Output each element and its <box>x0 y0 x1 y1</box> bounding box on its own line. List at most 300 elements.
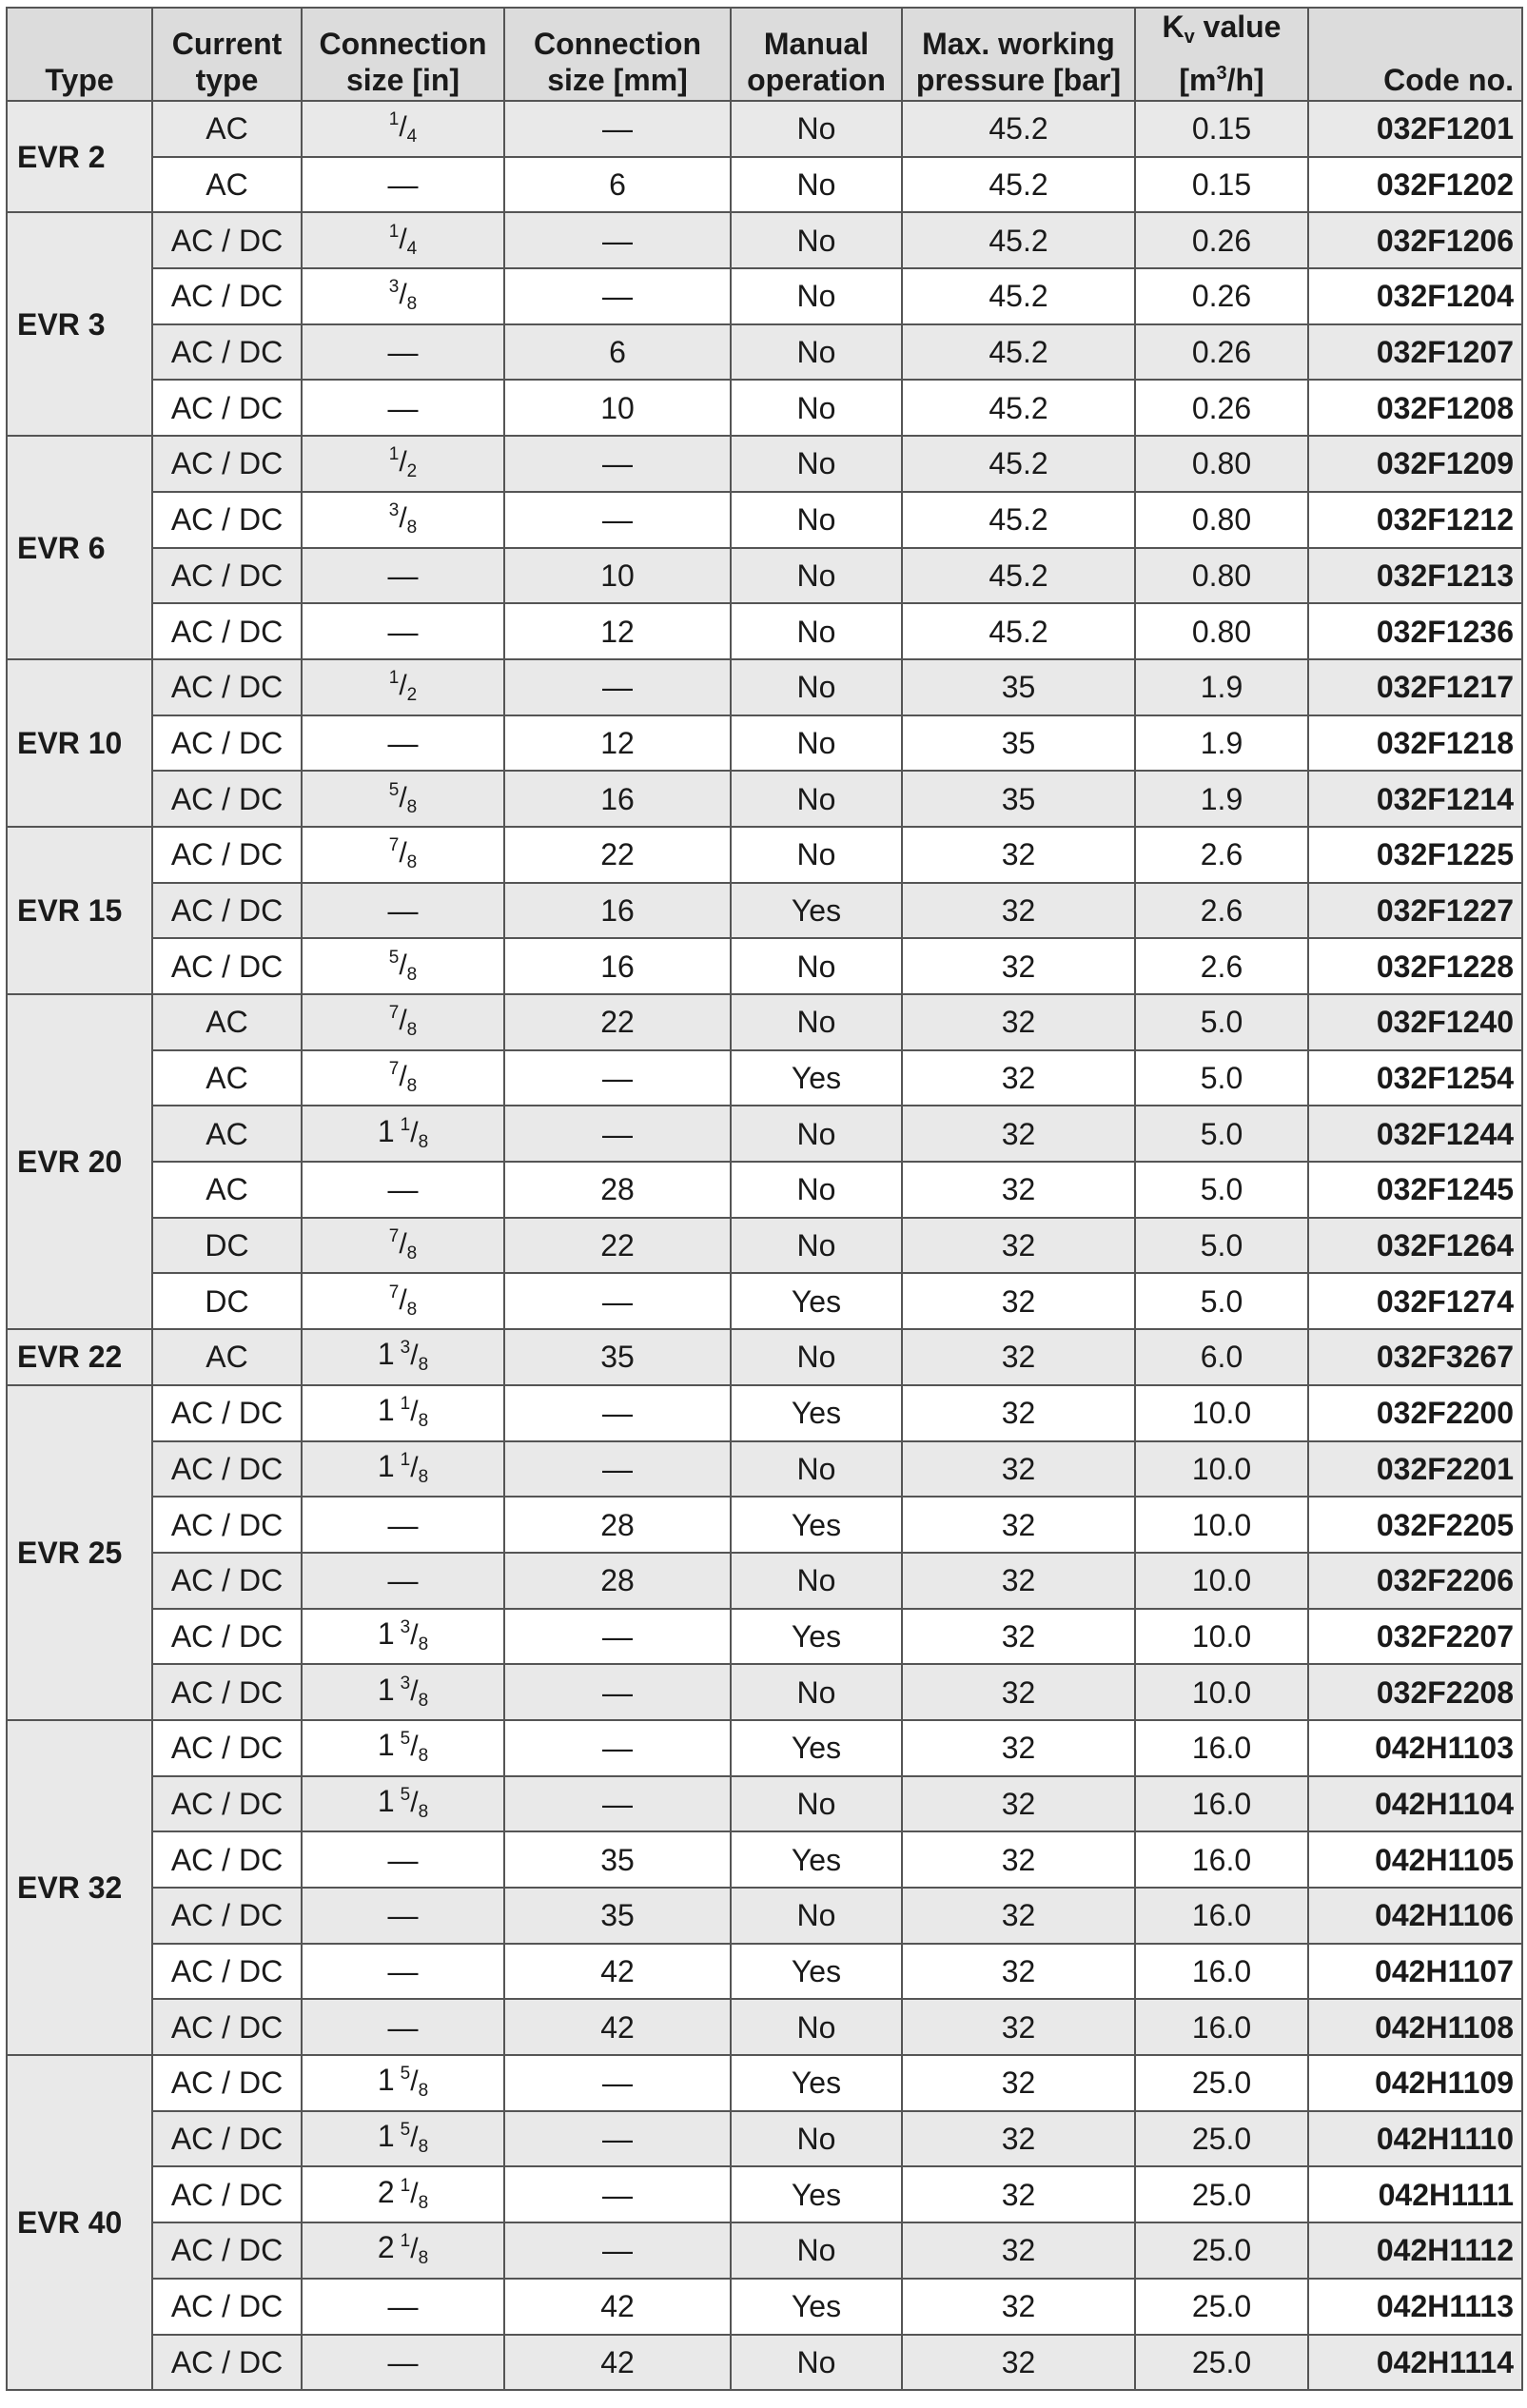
table-row <box>7 1441 1522 1498</box>
fraction-denominator: 8 <box>406 518 418 538</box>
code-no-cell: 032F1212 <box>1308 492 1522 548</box>
current-type-cell: AC / DC <box>152 603 302 659</box>
table-row <box>7 1776 1522 1832</box>
type-cell: EVR 10 <box>7 659 152 827</box>
current-type-cell: AC / DC <box>152 436 302 492</box>
manual-operation-cell: No <box>731 1106 902 1162</box>
manual-operation-cell: No <box>731 1218 902 1274</box>
manual-operation-cell: No <box>731 938 902 994</box>
table-row <box>7 603 1522 659</box>
current-type-cell: AC <box>152 1329 302 1385</box>
connection-size-mm-cell: — <box>504 1385 731 1441</box>
fraction-slash: / <box>399 502 407 535</box>
connection-in-dash: — <box>387 1954 419 1989</box>
fraction-slash: / <box>399 670 407 702</box>
fraction-slash: / <box>399 1061 407 1093</box>
connection-size-mm-cell: — <box>504 659 731 715</box>
code-no-cell: 042H1113 <box>1308 2279 1522 2335</box>
connection-size-mm-cell: — <box>504 1609 731 1665</box>
fraction-whole: 1 <box>377 1448 395 1483</box>
manual-operation-cell: No <box>731 1162 902 1218</box>
connection-size-in-cell <box>302 157 504 213</box>
fraction-slash: / <box>410 2233 419 2265</box>
fraction-numerator: 1 <box>388 444 400 465</box>
fraction-denominator: 8 <box>406 796 418 817</box>
fraction-denominator: 8 <box>406 294 418 315</box>
connection-size-in-cell <box>302 771 504 827</box>
fraction-numerator: 1 <box>400 1449 411 1470</box>
fraction-numerator: 3 <box>400 1673 411 1693</box>
connection-size-in-cell <box>302 2111 504 2167</box>
max-pressure-cell: 32 <box>902 1050 1135 1106</box>
max-pressure-cell: 32 <box>902 1385 1135 1441</box>
connection-size-mm-cell: — <box>504 436 731 492</box>
max-pressure-cell: 32 <box>902 994 1135 1050</box>
connection-size-mm-cell: 6 <box>504 324 731 381</box>
max-pressure-cell: 32 <box>902 883 1135 939</box>
max-pressure-cell: 32 <box>902 1664 1135 1720</box>
fraction-slash: / <box>399 837 407 870</box>
kv-value-cell: 16.0 <box>1135 1776 1308 1832</box>
fraction-numerator: 3 <box>400 1616 411 1637</box>
header-connection-size-mm: Connection size [mm] <box>504 8 731 101</box>
fraction-numerator: 7 <box>388 1059 400 1080</box>
connection-in-dash: — <box>387 2289 419 2324</box>
connection-in-fraction <box>377 1615 429 1654</box>
max-pressure-cell: 32 <box>902 2335 1135 2391</box>
kv-value-cell: 6.0 <box>1135 1329 1308 1385</box>
connection-in-dash: — <box>387 614 419 649</box>
fraction-numerator: 3 <box>388 277 400 298</box>
connection-in-dash: — <box>387 1563 419 1598</box>
code-no-cell: 032F3267 <box>1308 1329 1522 1385</box>
code-no-cell: 032F1227 <box>1308 883 1522 939</box>
fraction-slash: / <box>399 1228 407 1261</box>
current-type-cell: AC / DC <box>152 1609 302 1665</box>
connection-size-in-cell <box>302 1329 504 1385</box>
table-row <box>7 883 1522 939</box>
current-type-cell: AC / DC <box>152 212 302 268</box>
connection-in-fraction <box>388 834 418 873</box>
code-no-cell: 032F2206 <box>1308 1553 1522 1609</box>
fraction-numerator: 5 <box>388 779 400 800</box>
table-row <box>7 1831 1522 1888</box>
manual-operation-cell: No <box>731 2335 902 2391</box>
table-row <box>7 157 1522 213</box>
connection-size-mm-cell: 22 <box>504 827 731 883</box>
kv-unit-prefix: [m <box>1179 63 1217 97</box>
current-type-cell: AC / DC <box>152 2335 302 2391</box>
connection-size-in-cell <box>302 883 504 939</box>
connection-size-in-cell <box>302 1385 504 1441</box>
fraction-numerator: 3 <box>400 1338 411 1359</box>
connection-in-fraction <box>377 1337 429 1376</box>
connection-size-mm-cell: 22 <box>504 994 731 1050</box>
connection-size-in-cell <box>302 659 504 715</box>
table-body <box>7 101 1522 2390</box>
manual-operation-cell: No <box>731 2111 902 2167</box>
current-type-cell: AC / DC <box>152 1944 302 2000</box>
connection-in-fraction <box>377 2063 429 2102</box>
kv-value-cell: 16.0 <box>1135 1888 1308 1944</box>
code-no-cell: 032F1245 <box>1308 1162 1522 1218</box>
connection-size-in-cell <box>302 1162 504 1218</box>
connection-size-mm-cell: 10 <box>504 548 731 604</box>
connection-size-in-cell <box>302 436 504 492</box>
connection-size-mm-cell: 16 <box>504 771 731 827</box>
connection-in-dash: — <box>387 1898 419 1933</box>
connection-size-mm-cell: 35 <box>504 1831 731 1888</box>
kv-value-cell: 0.15 <box>1135 157 1308 213</box>
table-header <box>7 8 1522 101</box>
fraction-numerator: 5 <box>388 947 400 968</box>
kv-unit-superscript: 3 <box>1216 63 1227 84</box>
max-pressure-cell: 32 <box>902 2055 1135 2111</box>
current-type-cell: DC <box>152 1273 302 1329</box>
connection-size-in-cell <box>302 827 504 883</box>
kv-value-cell: 25.0 <box>1135 2166 1308 2222</box>
table-row <box>7 492 1522 548</box>
fraction-slash: / <box>410 1786 419 1818</box>
connection-size-in-cell <box>302 1776 504 1832</box>
type-cell: EVR 3 <box>7 212 152 436</box>
fraction-denominator: 2 <box>406 685 418 706</box>
max-pressure-cell: 32 <box>902 1218 1135 1274</box>
fraction-denominator: 2 <box>406 461 418 482</box>
current-type-cell: AC / DC <box>152 1664 302 1720</box>
kv-value-cell: 0.26 <box>1135 380 1308 436</box>
type-cell: EVR 20 <box>7 994 152 1329</box>
max-pressure-cell: 32 <box>902 1162 1135 1218</box>
table-row <box>7 324 1522 381</box>
fraction-whole: 1 <box>377 1615 395 1651</box>
manual-operation-cell: No <box>731 157 902 213</box>
connection-size-in-cell <box>302 548 504 604</box>
table-row <box>7 659 1522 715</box>
connection-in-dash: — <box>387 167 419 203</box>
current-type-cell: AC / DC <box>152 2166 302 2222</box>
current-type-cell: AC / DC <box>152 1776 302 1832</box>
table-row <box>7 938 1522 994</box>
kv-value-cell: 0.26 <box>1135 324 1308 381</box>
kv-value-cell: 0.80 <box>1135 492 1308 548</box>
manual-operation-cell: No <box>731 827 902 883</box>
kv-value-cell: 2.6 <box>1135 938 1308 994</box>
kv-value-cell: 10.0 <box>1135 1385 1308 1441</box>
kv-value-cell: 25.0 <box>1135 2335 1308 2391</box>
connection-size-in-cell <box>302 1609 504 1665</box>
code-no-cell: 032F1218 <box>1308 715 1522 772</box>
fraction-denominator: 8 <box>418 2192 429 2213</box>
table-row <box>7 548 1522 604</box>
manual-operation-cell: No <box>731 324 902 381</box>
header-max-working-pressure: Max. working pressure [bar] <box>902 8 1135 101</box>
current-type-cell: AC / DC <box>152 2279 302 2335</box>
code-no-cell: 042H1106 <box>1308 1888 1522 1944</box>
max-pressure-cell: 32 <box>902 1106 1135 1162</box>
connection-size-in-cell <box>302 1720 504 1776</box>
connection-in-fraction <box>388 276 418 315</box>
kv-value-cell: 0.15 <box>1135 101 1308 157</box>
manual-operation-cell: No <box>731 548 902 604</box>
table-row <box>7 436 1522 492</box>
code-no-cell: 032F1254 <box>1308 1050 1522 1106</box>
manual-operation-cell: No <box>731 1999 902 2055</box>
connection-size-in-cell <box>302 1273 504 1329</box>
connection-in-dash: — <box>387 892 419 928</box>
code-no-cell: 032F1244 <box>1308 1106 1522 1162</box>
connection-size-in-cell <box>302 1497 504 1553</box>
fraction-whole: 1 <box>377 1783 395 1818</box>
kv-value-cell: 25.0 <box>1135 2111 1308 2167</box>
fraction-slash: / <box>399 1005 407 1037</box>
manual-operation-cell: No <box>731 1329 902 1385</box>
max-pressure-cell: 45.2 <box>902 157 1135 213</box>
connection-size-mm-cell: 42 <box>504 1999 731 2055</box>
manual-operation-cell: Yes <box>731 1609 902 1665</box>
max-pressure-cell: 32 <box>902 1497 1135 1553</box>
manual-operation-cell: Yes <box>731 2055 902 2111</box>
manual-operation-cell: No <box>731 1776 902 1832</box>
table-row <box>7 1553 1522 1609</box>
kv-value-cell: 5.0 <box>1135 1218 1308 1274</box>
header-code-no: Code no. <box>1308 8 1522 101</box>
table-row <box>7 1385 1522 1441</box>
connection-size-mm-cell: 12 <box>504 603 731 659</box>
current-type-cell: AC / DC <box>152 883 302 939</box>
manual-operation-cell: Yes <box>731 883 902 939</box>
manual-operation-cell: Yes <box>731 1385 902 1441</box>
max-pressure-cell: 32 <box>902 2166 1135 2222</box>
manual-operation-cell: No <box>731 380 902 436</box>
connection-in-dash: — <box>387 2009 419 2045</box>
max-pressure-cell: 32 <box>902 1273 1135 1329</box>
connection-size-mm-cell: 6 <box>504 157 731 213</box>
connection-size-mm-cell: 35 <box>504 1329 731 1385</box>
table-row <box>7 2222 1522 2279</box>
connection-in-fraction <box>388 443 418 482</box>
code-no-cell: 032F1204 <box>1308 268 1522 324</box>
connection-size-mm-cell: — <box>504 1664 731 1720</box>
manual-operation-cell: No <box>731 2222 902 2279</box>
table-row <box>7 212 1522 268</box>
kv-value-cell: 10.0 <box>1135 1441 1308 1498</box>
fraction-numerator: 1 <box>388 221 400 242</box>
kv-value-cell: 2.6 <box>1135 883 1308 939</box>
code-no-cell: 042H1108 <box>1308 1999 1522 2055</box>
table-row <box>7 1720 1522 1776</box>
code-no-cell: 032F1208 <box>1308 380 1522 436</box>
manual-operation-cell: No <box>731 771 902 827</box>
fraction-slash: / <box>399 949 407 981</box>
connection-size-mm-cell: 10 <box>504 380 731 436</box>
fraction-whole: 2 <box>377 2174 395 2209</box>
fraction-slash: / <box>410 2177 419 2209</box>
code-no-cell: 032F1228 <box>1308 938 1522 994</box>
fraction-numerator: 1 <box>400 1114 411 1135</box>
code-no-cell: 032F1225 <box>1308 827 1522 883</box>
table-row <box>7 2335 1522 2391</box>
fraction-whole: 1 <box>377 2119 395 2154</box>
fraction-slash: / <box>410 1674 419 1707</box>
kv-value-cell: 5.0 <box>1135 1050 1308 1106</box>
header-manual-operation: Manual operation <box>731 8 902 101</box>
connection-in-fraction <box>388 667 418 706</box>
connection-in-dash: — <box>387 2344 419 2379</box>
connection-size-in-cell <box>302 1106 504 1162</box>
connection-in-fraction <box>388 947 418 985</box>
connection-in-dash: — <box>387 725 419 760</box>
manual-operation-cell: No <box>731 268 902 324</box>
current-type-cell: AC / DC <box>152 715 302 772</box>
manual-operation-cell: No <box>731 659 902 715</box>
fraction-whole: 1 <box>377 1393 395 1428</box>
current-type-cell: AC / DC <box>152 1831 302 1888</box>
current-type-cell: AC <box>152 101 302 157</box>
max-pressure-cell: 32 <box>902 1441 1135 1498</box>
connection-size-in-cell <box>302 268 504 324</box>
fraction-numerator: 1 <box>400 1394 411 1415</box>
code-no-cell: 032F1207 <box>1308 324 1522 381</box>
manual-operation-cell: No <box>731 603 902 659</box>
fraction-denominator: 8 <box>406 964 418 985</box>
connection-size-mm-cell: — <box>504 2222 731 2279</box>
fraction-denominator: 8 <box>418 1746 429 1767</box>
current-type-cell: AC / DC <box>152 324 302 381</box>
kv-letter: K <box>1162 10 1184 44</box>
manual-operation-cell: No <box>731 101 902 157</box>
table-row <box>7 827 1522 883</box>
connection-size-in-cell <box>302 994 504 1050</box>
code-no-cell: 032F1214 <box>1308 771 1522 827</box>
max-pressure-cell: 32 <box>902 2279 1135 2335</box>
max-pressure-cell: 35 <box>902 659 1135 715</box>
max-pressure-cell: 45.2 <box>902 548 1135 604</box>
kv-value-cell: 10.0 <box>1135 1497 1308 1553</box>
max-pressure-cell: 45.2 <box>902 603 1135 659</box>
fraction-numerator: 7 <box>388 1226 400 1247</box>
kv-value-cell: 0.80 <box>1135 436 1308 492</box>
table-row <box>7 1329 1522 1385</box>
manual-operation-cell: Yes <box>731 1944 902 2000</box>
type-cell: EVR 25 <box>7 1385 152 1720</box>
fraction-denominator: 4 <box>406 127 418 147</box>
type-cell: EVR 22 <box>7 1329 152 1385</box>
connection-size-mm-cell: — <box>504 1441 731 1498</box>
max-pressure-cell: 45.2 <box>902 268 1135 324</box>
table-row <box>7 1664 1522 1720</box>
code-no-cell: 032F2208 <box>1308 1664 1522 1720</box>
connection-size-in-cell <box>302 715 504 772</box>
table-row <box>7 380 1522 436</box>
current-type-cell: AC / DC <box>152 492 302 548</box>
fraction-slash: / <box>410 1451 419 1483</box>
current-type-cell: AC <box>152 1162 302 1218</box>
fraction-numerator: 3 <box>388 500 400 521</box>
current-type-cell: AC / DC <box>152 659 302 715</box>
valve-spec-table <box>6 7 1523 2391</box>
connection-size-mm-cell: — <box>504 1720 731 1776</box>
type-cell: EVR 15 <box>7 827 152 994</box>
fraction-slash: / <box>410 1731 419 1763</box>
manual-operation-cell: Yes <box>731 2166 902 2222</box>
kv-value-cell: 5.0 <box>1135 1273 1308 1329</box>
current-type-cell: AC / DC <box>152 1720 302 1776</box>
manual-operation-cell: No <box>731 212 902 268</box>
connection-in-fraction <box>377 1393 429 1432</box>
connection-in-fraction <box>377 1448 429 1487</box>
fraction-numerator: 5 <box>400 2064 411 2085</box>
fraction-denominator: 4 <box>406 238 418 259</box>
connection-in-dash: — <box>387 390 419 425</box>
code-no-cell: 032F2200 <box>1308 1385 1522 1441</box>
current-type-cell: AC / DC <box>152 2222 302 2279</box>
header-connection-size-in: Connection size [in] <box>302 8 504 101</box>
connection-size-in-cell <box>302 2335 504 2391</box>
max-pressure-cell: 32 <box>902 1553 1135 1609</box>
connection-in-fraction <box>377 1672 429 1711</box>
manual-operation-cell: Yes <box>731 1831 902 1888</box>
connection-size-mm-cell: — <box>504 2055 731 2111</box>
code-no-cell: 042H1107 <box>1308 1944 1522 2000</box>
max-pressure-cell: 32 <box>902 1999 1135 2055</box>
fraction-denominator: 8 <box>406 1020 418 1041</box>
connection-in-fraction <box>377 2174 429 2213</box>
kv-value-cell: 25.0 <box>1135 2222 1308 2279</box>
fraction-denominator: 8 <box>406 1076 418 1097</box>
code-no-cell: 042H1109 <box>1308 2055 1522 2111</box>
current-type-cell: DC <box>152 1218 302 1274</box>
max-pressure-cell: 32 <box>902 1776 1135 1832</box>
type-cell: EVR 6 <box>7 436 152 659</box>
manual-operation-cell: No <box>731 1441 902 1498</box>
kv-value-cell: 10.0 <box>1135 1553 1308 1609</box>
manual-operation-cell: Yes <box>731 2279 902 2335</box>
connection-in-dash: — <box>387 1507 419 1542</box>
fraction-numerator: 1 <box>388 109 400 130</box>
max-pressure-cell: 45.2 <box>902 212 1135 268</box>
fraction-slash: / <box>410 1116 419 1148</box>
connection-size-mm-cell: — <box>504 101 731 157</box>
max-pressure-cell: 32 <box>902 2111 1135 2167</box>
connection-size-in-cell <box>302 938 504 994</box>
table-row <box>7 1609 1522 1665</box>
kv-value-cell: 5.0 <box>1135 994 1308 1050</box>
connection-in-fraction <box>388 499 418 538</box>
connection-size-mm-cell: — <box>504 2111 731 2167</box>
kv-value-cell: 1.9 <box>1135 715 1308 772</box>
connection-size-mm-cell: 16 <box>504 883 731 939</box>
table-row <box>7 1497 1522 1553</box>
max-pressure-cell: 35 <box>902 771 1135 827</box>
connection-size-in-cell <box>302 1218 504 1274</box>
code-no-cell: 032F1213 <box>1308 548 1522 604</box>
manual-operation-cell: Yes <box>731 1497 902 1553</box>
code-no-cell: 032F2205 <box>1308 1497 1522 1553</box>
fraction-numerator: 1 <box>400 2175 411 2196</box>
connection-in-fraction <box>388 1225 418 1264</box>
current-type-cell: AC <box>152 157 302 213</box>
table-row <box>7 101 1522 157</box>
type-cell: EVR 2 <box>7 101 152 212</box>
connection-in-fraction <box>388 221 418 259</box>
connection-size-mm-cell: 35 <box>504 1888 731 1944</box>
connection-in-fraction <box>388 108 418 147</box>
kv-value-cell: 16.0 <box>1135 1999 1308 2055</box>
current-type-cell: AC <box>152 1106 302 1162</box>
manual-operation-cell: No <box>731 1664 902 1720</box>
connection-size-in-cell <box>302 380 504 436</box>
